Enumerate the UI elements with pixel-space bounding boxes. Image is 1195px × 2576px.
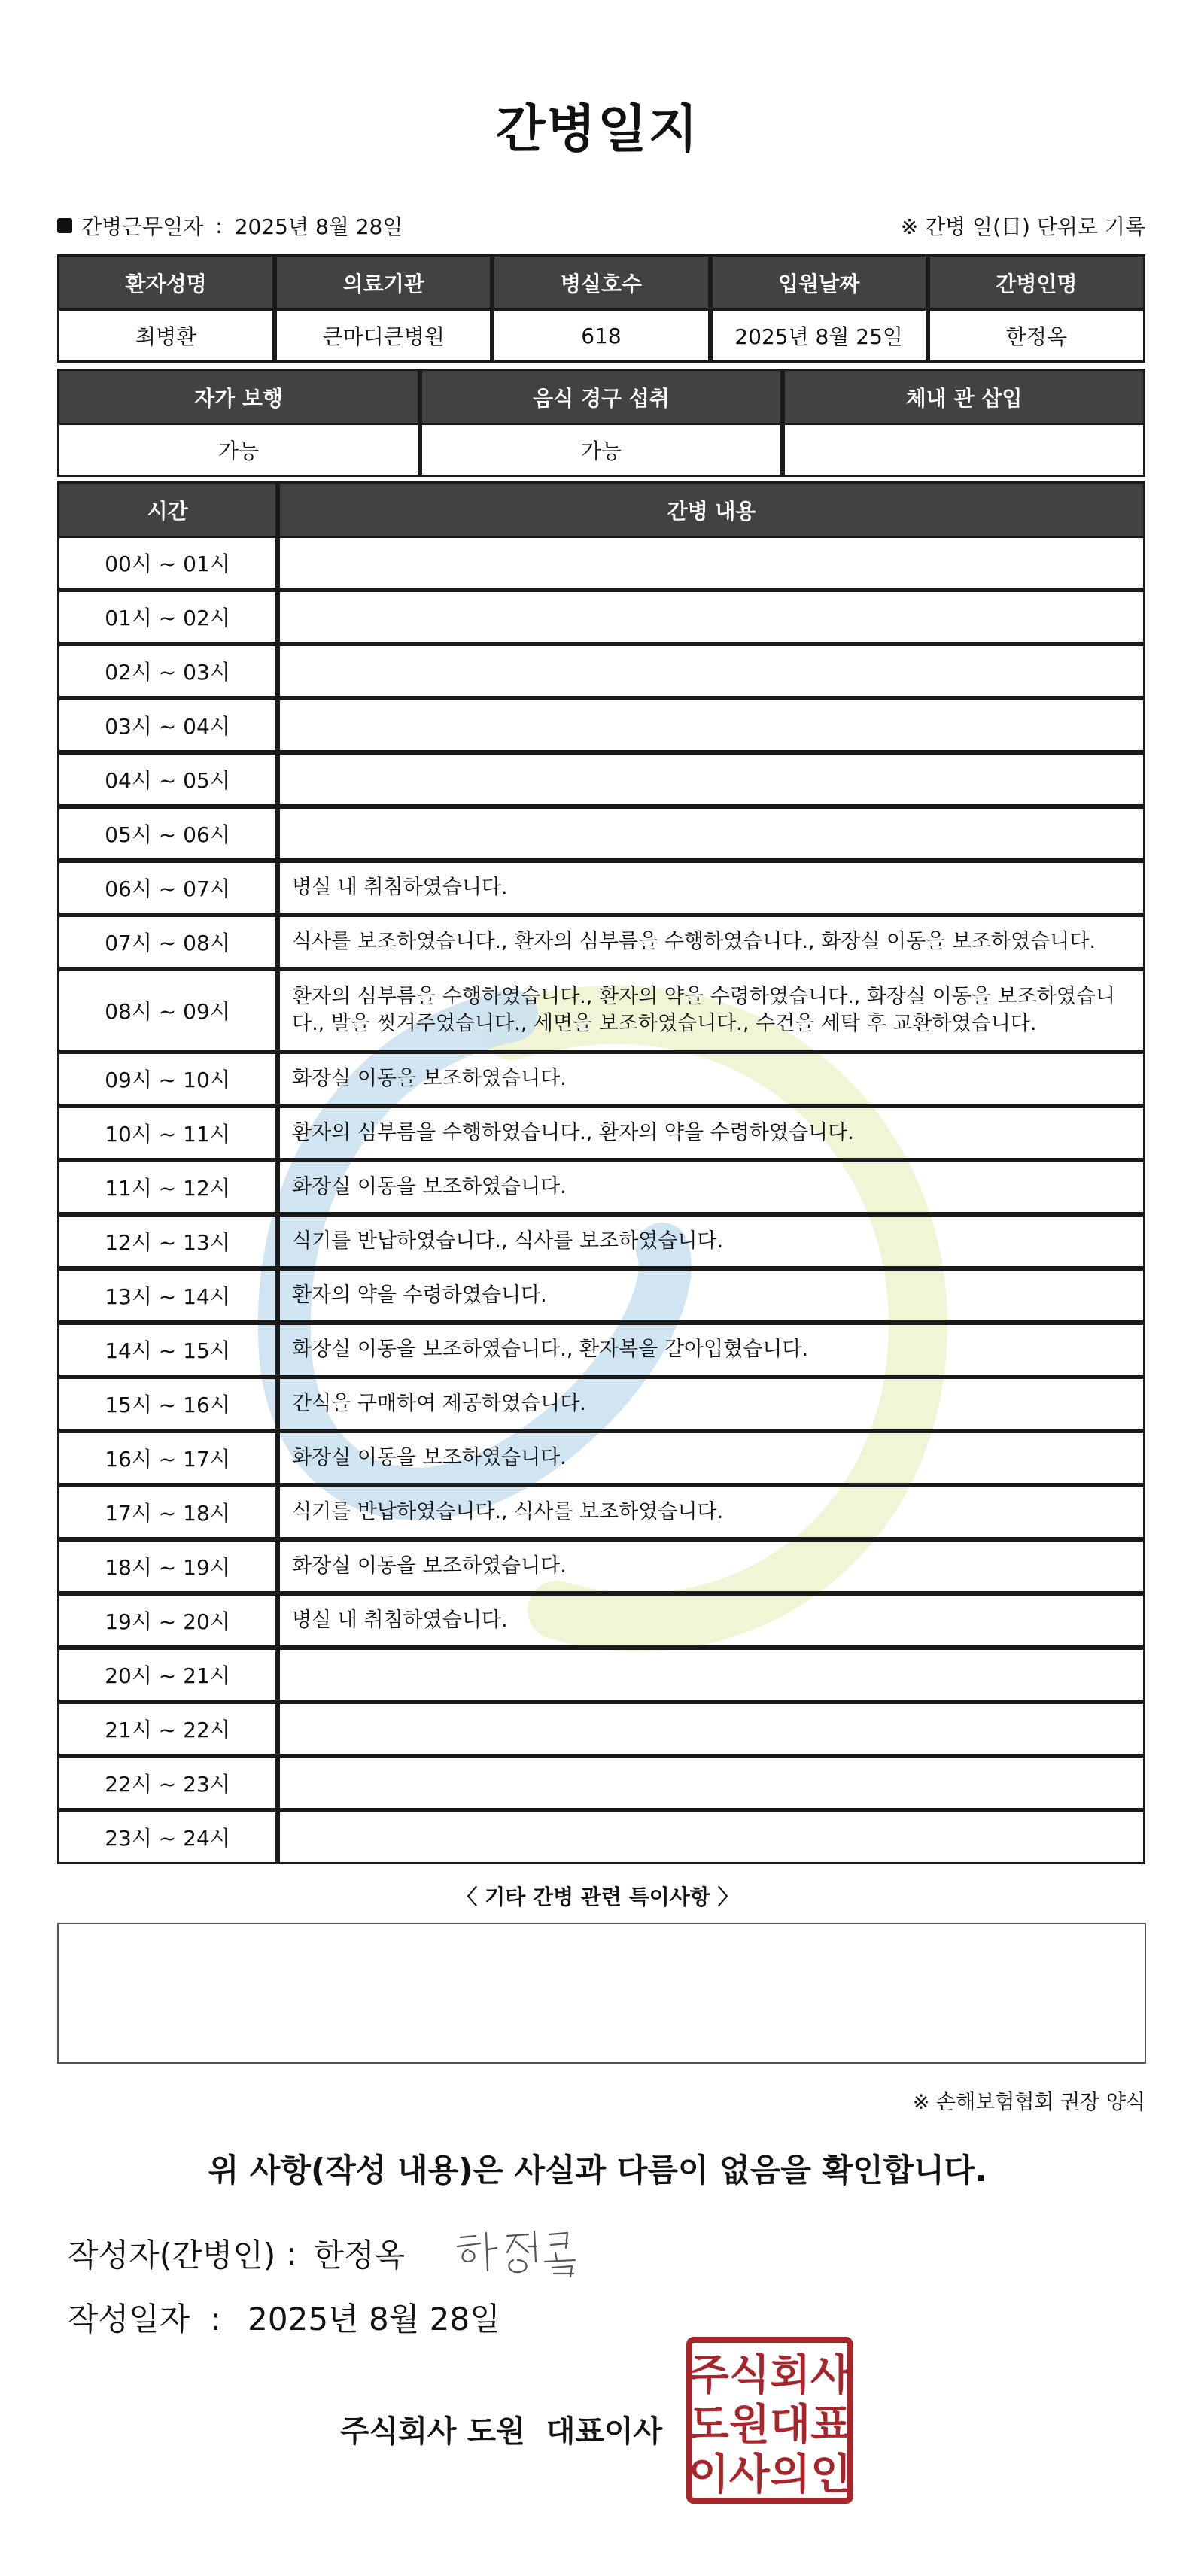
- content-cell: [278, 1810, 1145, 1864]
- table-row: [57, 1756, 1145, 1810]
- table-row: [57, 644, 1145, 698]
- time-cell: 04시 ~ 05시: [57, 752, 278, 807]
- company-signature-line: [340, 2407, 662, 2450]
- header-time: 시간: [57, 481, 278, 536]
- patient-info-table: [57, 254, 1145, 363]
- content-cell: 병실 내 취침하였습니다.: [278, 1593, 1145, 1648]
- write-date-colon: :: [210, 2301, 221, 2338]
- remarks-box: [57, 1923, 1146, 2064]
- self-walking-value: 가능: [57, 423, 420, 477]
- table-row: [57, 1268, 1145, 1323]
- table-row: [57, 698, 1145, 752]
- content-cell: 환자의 심부름을 수행하였습니다., 환자의 약을 수령하였습니다., 화장실 이동을 보조하였습니다., 발을 씻겨주었습니다., 세면을 보조하였습니다., 수건을 세탁 후 교환하였습니다.: [278, 969, 1145, 1052]
- meta-row: [57, 211, 1145, 241]
- time-cell: 14시 ~ 15시: [57, 1323, 278, 1377]
- time-cell: 17시 ~ 18시: [57, 1485, 278, 1539]
- time-cell: 12시 ~ 13시: [57, 1214, 278, 1268]
- time-cell: 09시 ~ 10시: [57, 1052, 278, 1106]
- content-cell: [278, 807, 1145, 861]
- content-cell: [278, 536, 1145, 590]
- time-cell: 23시 ~ 24시: [57, 1810, 278, 1864]
- time-cell: 02시 ~ 03시: [57, 644, 278, 698]
- patient-info-value-row: [57, 308, 1145, 363]
- write-date-label: 작성일자: [68, 2301, 190, 2338]
- seal-line-3: 이사의인: [688, 2450, 852, 2499]
- header-oral-intake: 음식 경구 섭취: [420, 369, 783, 423]
- table-row: [57, 1431, 1145, 1485]
- time-cell: 05시 ~ 06시: [57, 807, 278, 861]
- table-row: [57, 1702, 1145, 1756]
- care-log-header-row: [57, 481, 1145, 536]
- form-source-note: ※ 손해보험협회 권장 양식: [912, 2091, 1145, 2114]
- time-cell: 18시 ~ 19시: [57, 1539, 278, 1593]
- time-cell: 00시 ~ 01시: [57, 536, 278, 590]
- content-cell: [278, 1756, 1145, 1810]
- time-cell: 21시 ~ 22시: [57, 1702, 278, 1756]
- header-patient-name: 환자성명: [57, 254, 275, 308]
- write-date-row: [68, 2295, 500, 2340]
- table-row: [57, 807, 1145, 861]
- tube-insertion-value: [783, 423, 1145, 477]
- time-cell: 08시 ~ 09시: [57, 969, 278, 1052]
- time-cell: 03시 ~ 04시: [57, 698, 278, 752]
- content-cell: [278, 1648, 1145, 1702]
- table-row: [57, 1160, 1145, 1214]
- oral-intake-value: 가능: [420, 423, 783, 477]
- time-cell: 11시 ~ 12시: [57, 1160, 278, 1214]
- content-cell: 환자의 약을 수령하였습니다.: [278, 1268, 1145, 1323]
- admission-date-value: 2025년 8월 25일: [710, 308, 928, 363]
- table-row: [57, 969, 1145, 1052]
- hospital-value: 큰마디큰병원: [275, 308, 492, 363]
- document-title: 간병일지: [495, 100, 700, 159]
- header-room-number: 병실호수: [492, 254, 710, 308]
- writer-colon: :: [286, 2234, 297, 2272]
- writer-row: [68, 2227, 588, 2280]
- handwritten-signature: [453, 2227, 588, 2280]
- header-admission-date: 입원날짜: [710, 254, 928, 308]
- work-date-info: [57, 211, 403, 241]
- table-row: [57, 1485, 1145, 1539]
- room-number-value: 618: [492, 308, 710, 363]
- content-cell: 간식을 구매하여 제공하였습니다.: [278, 1377, 1145, 1431]
- time-cell: 10시 ~ 11시: [57, 1106, 278, 1160]
- content-cell: 화장실 이동을 보조하였습니다.: [278, 1539, 1145, 1593]
- work-date-colon: :: [215, 213, 223, 238]
- content-cell: 환자의 심부름을 수행하였습니다., 환자의 약을 수령하였습니다.: [278, 1106, 1145, 1160]
- time-cell: 19시 ~ 20시: [57, 1593, 278, 1648]
- writer-name: 한정옥: [313, 2237, 406, 2274]
- table-row: [57, 1810, 1145, 1864]
- company-seal-stamp: [685, 2335, 855, 2505]
- patient-info-header-row: [57, 254, 1145, 308]
- table-row: [57, 1323, 1145, 1377]
- header-hospital: 의료기관: [275, 254, 492, 308]
- table-row: [57, 590, 1145, 644]
- content-cell: [278, 1702, 1145, 1756]
- table-row: [57, 1539, 1145, 1593]
- patient-status-header-row: [57, 369, 1145, 423]
- table-row: [57, 1214, 1145, 1268]
- content-cell: 식기를 반납하였습니다., 식사를 보조하였습니다.: [278, 1485, 1145, 1539]
- table-row: [57, 1377, 1145, 1431]
- company-role: 대표이사: [546, 2414, 663, 2449]
- work-date-label: 간병근무일자: [81, 214, 204, 239]
- time-cell: 20시 ~ 21시: [57, 1648, 278, 1702]
- content-cell: 화장실 이동을 보조하였습니다.: [278, 1431, 1145, 1485]
- patient-status-value-row: [57, 423, 1145, 477]
- time-cell: 15시 ~ 16시: [57, 1377, 278, 1431]
- time-cell: 22시 ~ 23시: [57, 1756, 278, 1810]
- work-date-value: 2025년 8월 28일: [234, 214, 403, 239]
- table-row: [57, 915, 1145, 969]
- time-cell: 13시 ~ 14시: [57, 1268, 278, 1323]
- time-cell: 07시 ~ 08시: [57, 915, 278, 969]
- table-row: [57, 1648, 1145, 1702]
- time-cell: 06시 ~ 07시: [57, 861, 278, 915]
- caregiver-name-value: 한정옥: [928, 308, 1145, 363]
- patient-name-value: 최병환: [57, 308, 275, 363]
- content-cell: 식사를 보조하였습니다., 환자의 심부름을 수행하였습니다., 화장실 이동을 보조하였습니다.: [278, 915, 1145, 969]
- content-cell: 병실 내 취침하였습니다.: [278, 861, 1145, 915]
- table-row: [57, 536, 1145, 590]
- time-cell: 01시 ~ 02시: [57, 590, 278, 644]
- content-cell: 식기를 반납하였습니다., 식사를 보조하였습니다.: [278, 1214, 1145, 1268]
- table-row: [57, 1593, 1145, 1648]
- write-date-value: 2025년 8월 28일: [248, 2301, 500, 2338]
- content-cell: [278, 644, 1145, 698]
- unit-note: ※ 간병 일(日) 단위로 기록: [900, 214, 1145, 239]
- bullet-square-icon: [57, 218, 72, 233]
- company-name: 주식회사 도원: [340, 2414, 525, 2449]
- table-row: [57, 861, 1145, 915]
- content-cell: [278, 752, 1145, 807]
- content-cell: 화장실 이동을 보조하였습니다., 환자복을 갈아입혔습니다.: [278, 1323, 1145, 1377]
- seal-line-1: 주식회사: [688, 2351, 852, 2400]
- table-row: [57, 752, 1145, 807]
- remarks-title: 〈 기타 간병 관련 특이사항 〉: [456, 1885, 739, 1909]
- header-care-content: 간병 내용: [278, 481, 1145, 536]
- table-row: [57, 1052, 1145, 1106]
- content-cell: [278, 590, 1145, 644]
- care-log-table: [57, 481, 1145, 1864]
- writer-label: 작성자(간병인): [68, 2237, 276, 2274]
- content-cell: 화장실 이동을 보조하였습니다.: [278, 1160, 1145, 1214]
- time-cell: 16시 ~ 17시: [57, 1431, 278, 1485]
- header-self-walking: 자가 보행: [57, 369, 420, 423]
- header-caregiver-name: 간병인명: [928, 254, 1145, 308]
- content-cell: [278, 698, 1145, 752]
- table-row: [57, 1106, 1145, 1160]
- patient-status-table: [57, 369, 1145, 477]
- content-cell: 화장실 이동을 보조하였습니다.: [278, 1052, 1145, 1106]
- header-tube-insertion: 체내 관 삽입: [783, 369, 1145, 423]
- seal-line-2: 도원대표: [688, 2401, 852, 2450]
- confirmation-statement: 위 사항(작성 내용)은 사실과 다름이 없음을 확인합니다.: [208, 2152, 987, 2189]
